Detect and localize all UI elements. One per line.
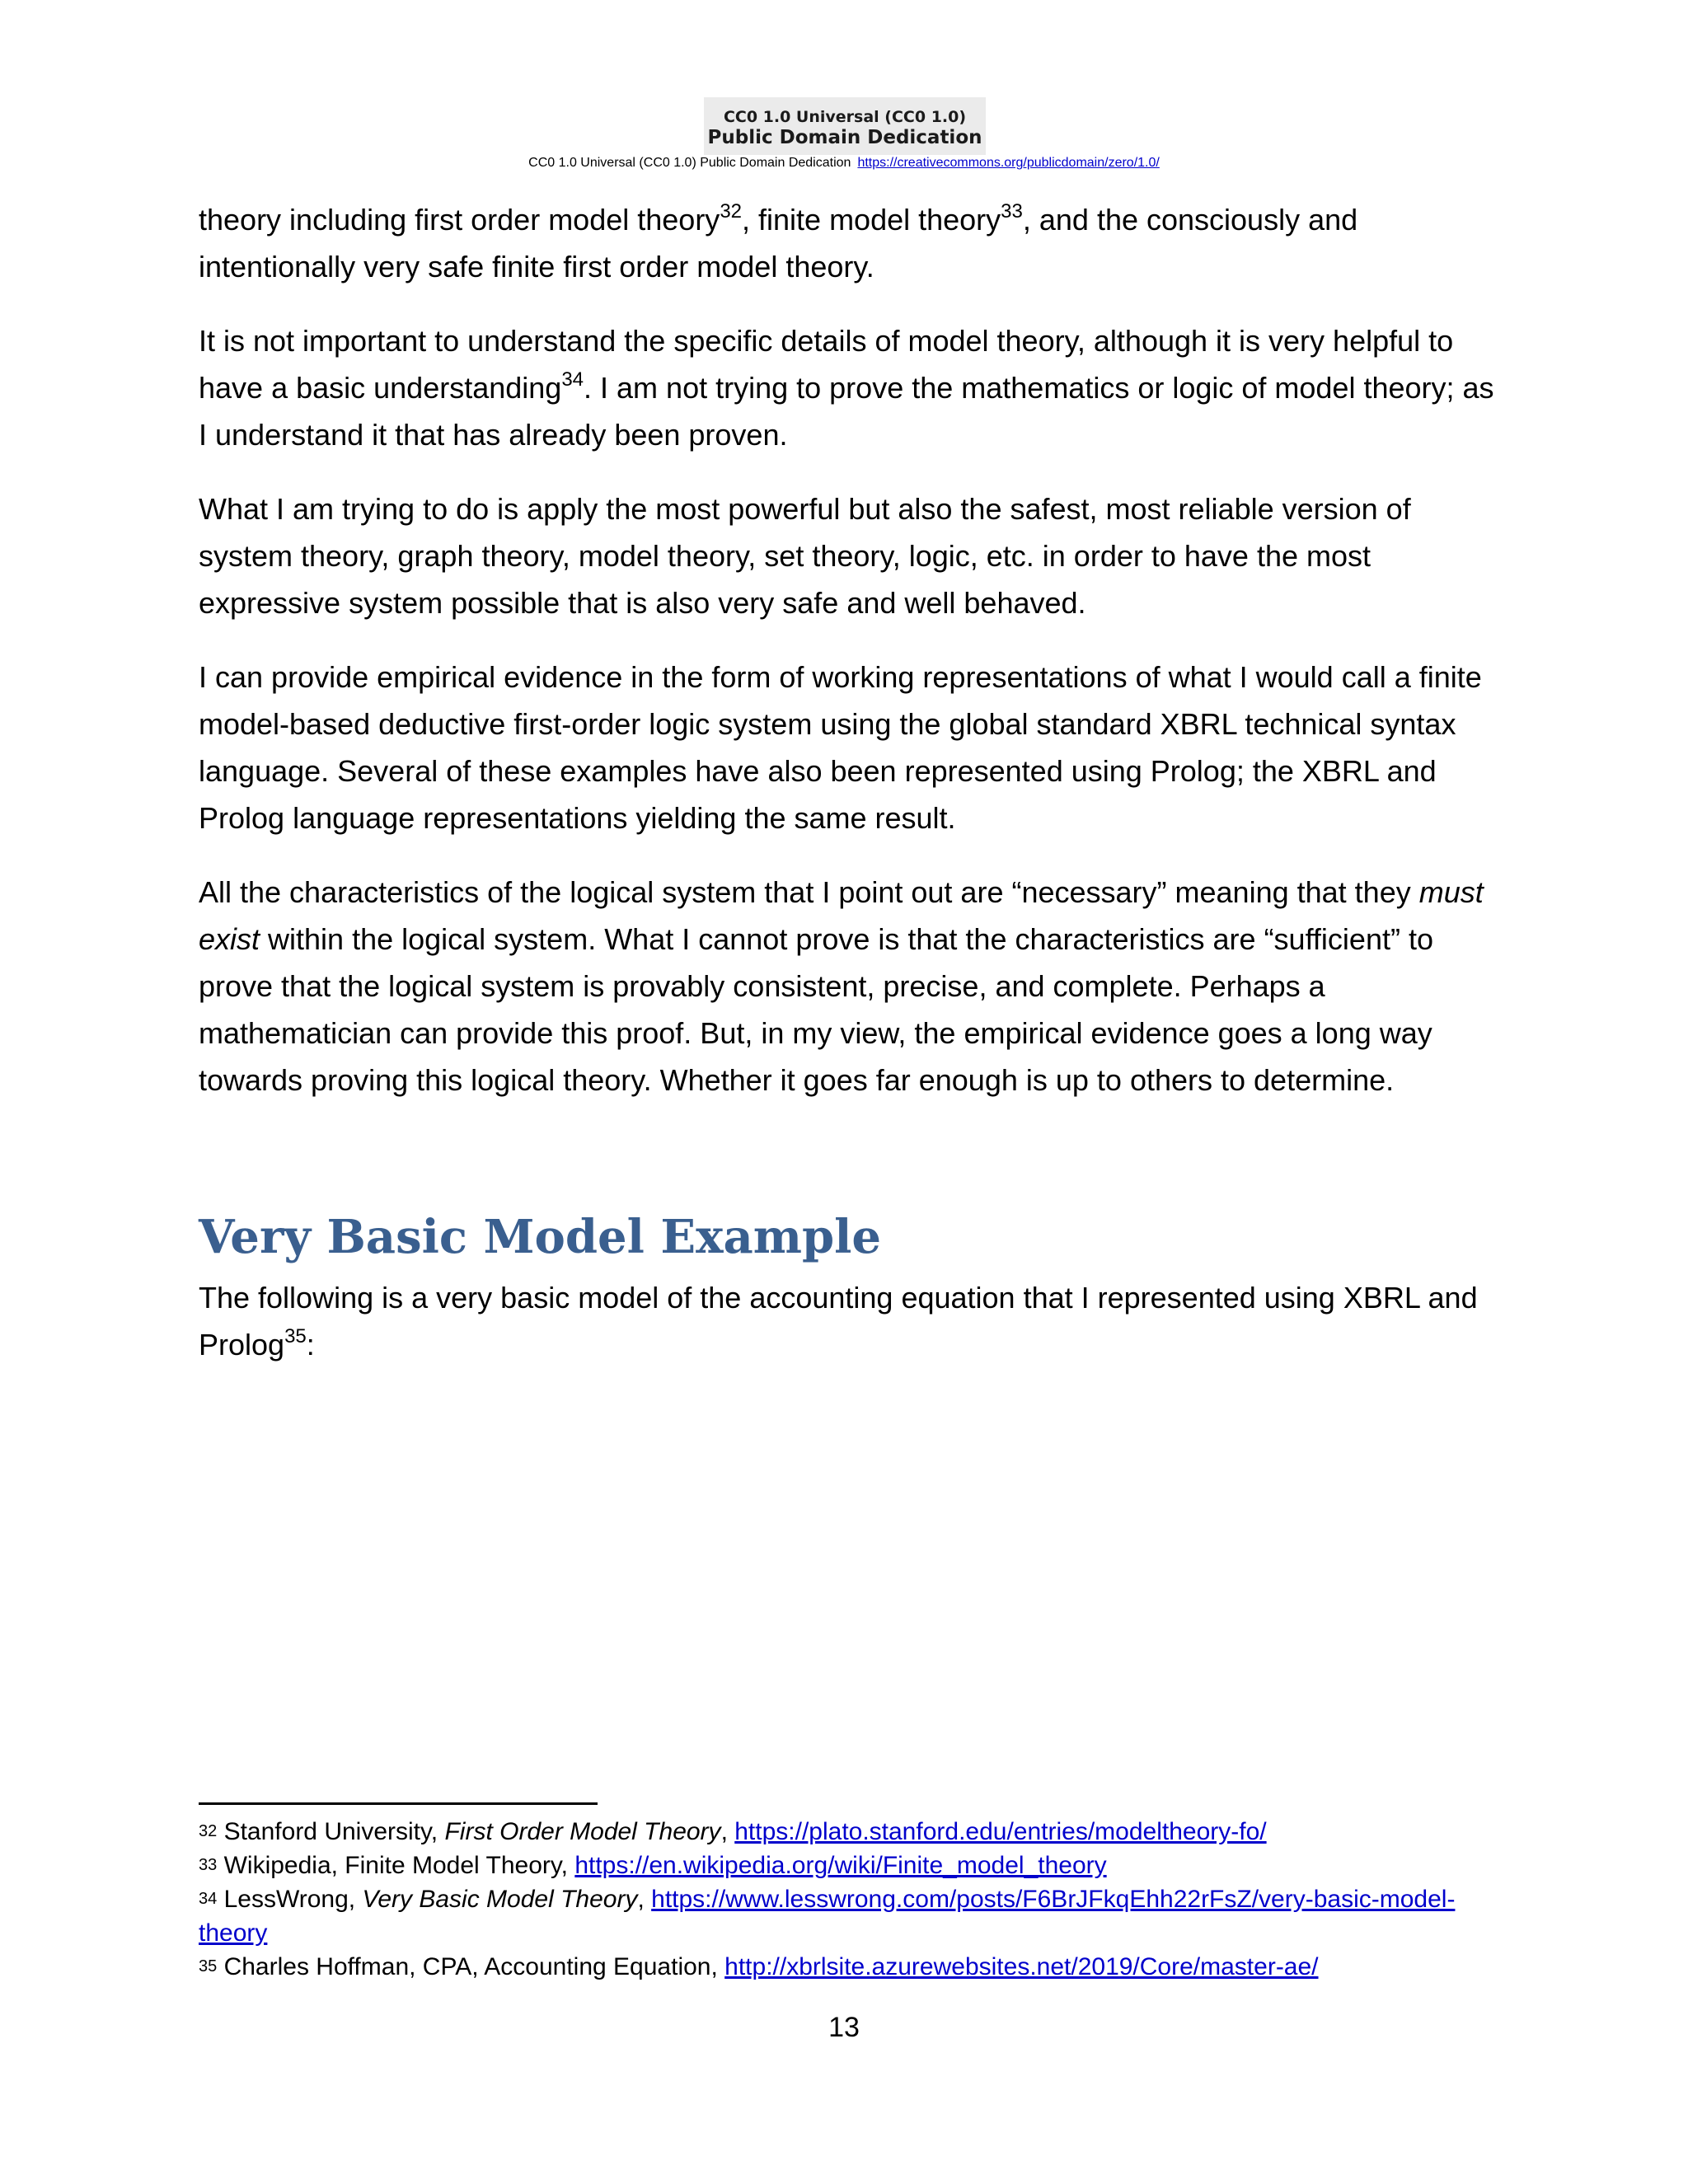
footnote-35: $^{35}$ Charles Hoffman, CPA, Accounting Equation, http://xbrlsite.azurewebsites.net/2019/Core/master-ae/	[199, 1953, 1319, 1980]
page-number: 13	[828, 2012, 860, 2043]
body-text	[199, 196, 1501, 1131]
footnote-33: $^{33}$ Wikipedia, Finite Model Theory, https://en.wikipedia.org/wiki/Finite_model_theory	[199, 1852, 1107, 1879]
section-intro: The following is a very basic model of the accounting equation that I represented using XBRL and Prolog$^{35}$:	[199, 1281, 1478, 1361]
paragraph-4: I can provide empirical evidence in the form of working representations of what I would call a finite model-based deductive first-order logic system using the global standard XBRL technical syntax language. Several of these examples have also been represented using Prolog; the XBRL and Prolog language representations yielding the same result.	[199, 660, 1482, 835]
badge-title: CC0 1.0 Universal (CC0 1.0)	[723, 108, 967, 126]
paragraph-1: theory including first order model theory$^{32}$, finite model theory$^{33}$, and the consciously and intentionally very safe finite first order model theory.	[199, 200, 1358, 284]
paragraph-5: All the characteristics of the logical system that I point out are “necessary” meaning that they must exist within the logical system. What I cannot prove is that the characteristics are “sufficient” to prove that the logical system is provably consistent, precise, and complete. Perhaps a mathematician can provide this proof. But, in my view, the empirical evidence goes a long way towards proving this logical theory. Whether it goes far enough is up to others to determine.	[199, 875, 1484, 1097]
footnote-ref-33[interactable]: 33	[1001, 200, 1023, 223]
cc0-license-badge	[704, 97, 986, 155]
footnote-ref-35[interactable]: 35	[284, 1325, 307, 1347]
section-heading: Very Basic Model Example	[199, 1210, 882, 1264]
footnote-link[interactable]: https://en.wikipedia.org/wiki/Finite_model_theory	[574, 1852, 1107, 1879]
emphasis-must-exist: must exist	[199, 875, 1484, 956]
paragraph-3: What I am trying to do is apply the most powerful but also the safest, most reliable version of system theory, graph theory, model theory, set theory, logic, etc. in order to have the most expressive system possible that is also very safe and well behaved.	[199, 492, 1411, 620]
footnotes	[199, 1815, 1517, 1984]
footnote-34: $^{34}$ LessWrong, Very Basic Model Theory, https://www.lesswrong.com/posts/F6BrJFkqEhh22rFsZ/very-basic-model-theory	[199, 1886, 1456, 1947]
footnote-32: $^{32}$ Stanford University, First Order Model Theory, https://plato.stanford.edu/entries/modeltheory-fo/	[199, 1818, 1267, 1845]
license-note	[0, 155, 1688, 171]
footnote-link[interactable]: http://xbrlsite.azurewebsites.net/2019/Core/master-ae/	[724, 1953, 1319, 1980]
footnote-ref-32[interactable]: 32	[720, 200, 743, 223]
paragraph-2: It is not important to understand the specific details of model theory, although it is very helpful to have a basic understanding$^{34}$. I am not trying to prove the mathematics or logic of model theory; as I understand it that has already been proven.	[199, 324, 1494, 452]
footnote-link[interactable]: https://www.lesswrong.com/posts/F6BrJFkqEhh22rFsZ/very-basic-model-theory	[199, 1886, 1456, 1947]
badge-subtitle: Public Domain Dedication	[707, 127, 982, 148]
license-link[interactable]: https://creativecommons.org/publicdomain/zero/1.0/	[857, 156, 1160, 170]
footnote-link[interactable]: https://plato.stanford.edu/entries/modeltheory-fo/	[734, 1818, 1267, 1845]
footnote-ref-34[interactable]: 34	[561, 368, 584, 391]
license-text: CC0 1.0 Universal (CC0 1.0) Public Domain Dedication	[528, 156, 851, 170]
footnote-separator	[199, 1802, 598, 1805]
